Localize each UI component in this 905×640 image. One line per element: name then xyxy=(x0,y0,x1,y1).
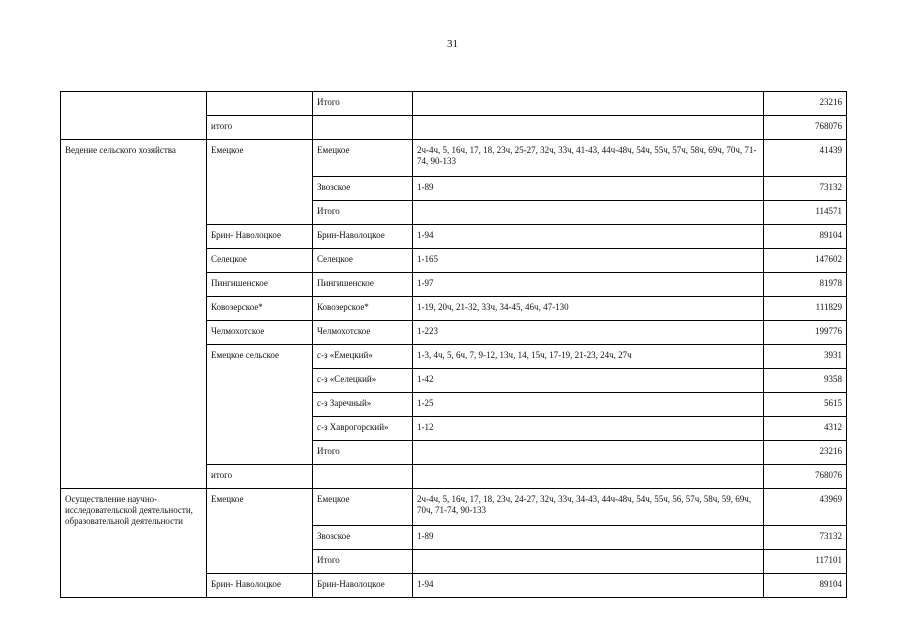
settlement-cell: Челмохотское xyxy=(313,321,413,345)
table-row xyxy=(61,489,847,526)
activity-cell: Ведение сельского хозяйства xyxy=(61,140,207,489)
area-cell: 43969 xyxy=(764,489,847,526)
settlement-cell: Емецкое xyxy=(313,140,413,177)
area-cell: 111829 xyxy=(764,297,847,321)
settlement-cell: Селецкое xyxy=(313,249,413,273)
settlement-cell: Пингишенское xyxy=(313,273,413,297)
district-cell: Брин- Наволоцкое xyxy=(207,225,313,249)
quarters-cell: 2ч-4ч, 5, 16ч, 17, 18, 23ч, 24-27, 32ч, 33ч, 34-43, 44ч-48ч, 54ч, 55ч, 56, 57ч, 58ч, 59, 69ч, 70ч, 71-74, 90-133 xyxy=(413,489,764,526)
quarters-cell: 1-25 xyxy=(413,393,764,417)
forest-use-table xyxy=(60,91,847,598)
quarters-cell: 1-3, 4ч, 5, 6ч, 7, 9-12, 13ч, 14, 15ч, 17-19, 21-23, 24ч, 27ч xyxy=(413,345,764,369)
district-cell: Ковозерское* xyxy=(207,297,313,321)
area-cell: 89104 xyxy=(764,574,847,598)
settlement-cell: Ковозерское* xyxy=(313,297,413,321)
settlement-cell: Итого xyxy=(313,201,413,225)
district-cell: Емецкое xyxy=(207,489,313,574)
district-cell: Селецкое xyxy=(207,249,313,273)
settlement-cell: с-з Хаврогорский» xyxy=(313,417,413,441)
area-cell: 3931 xyxy=(764,345,847,369)
quarters-cell: 1-97 xyxy=(413,273,764,297)
settlement-cell xyxy=(313,116,413,140)
settlement-cell xyxy=(313,465,413,489)
settlement-cell: Емецкое xyxy=(313,489,413,526)
quarters-cell: 1-94 xyxy=(413,225,764,249)
quarters-cell xyxy=(413,441,764,465)
activity-cell: Осуществление научно-исследовательской деятельности, образовательной деятельности xyxy=(61,489,207,598)
page-number: 31 xyxy=(447,38,458,50)
quarters-cell xyxy=(413,116,764,140)
settlement-cell: Звозское xyxy=(313,526,413,550)
area-cell: 81978 xyxy=(764,273,847,297)
quarters-cell: 1-223 xyxy=(413,321,764,345)
area-cell: 768076 xyxy=(764,465,847,489)
quarters-cell: 1-42 xyxy=(413,369,764,393)
area-cell: 73132 xyxy=(764,526,847,550)
quarters-cell: 1-89 xyxy=(413,526,764,550)
area-cell: 117101 xyxy=(764,550,847,574)
table-row xyxy=(61,92,847,116)
table-row xyxy=(61,140,847,177)
settlement-cell: Итого xyxy=(313,550,413,574)
district-cell: итого xyxy=(207,116,313,140)
area-cell: 23216 xyxy=(764,92,847,116)
area-cell: 73132 xyxy=(764,177,847,201)
area-cell: 114571 xyxy=(764,201,847,225)
settlement-cell: Итого xyxy=(313,441,413,465)
settlement-cell: Брин-Наволоцкое xyxy=(313,574,413,598)
area-cell: 23216 xyxy=(764,441,847,465)
district-cell xyxy=(207,92,313,116)
quarters-cell: 1-94 xyxy=(413,574,764,598)
area-cell: 199776 xyxy=(764,321,847,345)
quarters-cell: 2ч-4ч, 5, 16ч, 17, 18, 23ч, 25-27, 32ч, 33ч, 41-43, 44ч-48ч, 54ч, 55ч, 57ч, 58ч, 69ч, 70ч, 71-74, 90-133 xyxy=(413,140,764,177)
area-cell: 89104 xyxy=(764,225,847,249)
settlement-cell: Итого xyxy=(313,92,413,116)
settlement-cell: с-з «Селецкий» xyxy=(313,369,413,393)
area-cell: 5615 xyxy=(764,393,847,417)
district-cell: Емецкое сельское xyxy=(207,345,313,465)
district-cell: итого xyxy=(207,465,313,489)
quarters-cell xyxy=(413,92,764,116)
district-cell: Челмохотское xyxy=(207,321,313,345)
area-cell: 147602 xyxy=(764,249,847,273)
district-cell: Брин- Наволоцкое xyxy=(207,574,313,598)
settlement-cell: с-з «Емецкий» xyxy=(313,345,413,369)
district-cell: Емецкое xyxy=(207,140,313,225)
settlement-cell: Брин-Наволоцкое xyxy=(313,225,413,249)
quarters-cell xyxy=(413,465,764,489)
quarters-cell: 1-89 xyxy=(413,177,764,201)
area-cell: 41439 xyxy=(764,140,847,177)
settlement-cell: Звозское xyxy=(313,177,413,201)
area-cell: 4312 xyxy=(764,417,847,441)
activity-cell xyxy=(61,92,207,140)
district-cell: Пингишенское xyxy=(207,273,313,297)
area-cell: 9358 xyxy=(764,369,847,393)
quarters-cell: 1-12 xyxy=(413,417,764,441)
quarters-cell: 1-19, 20ч, 21-32, 33ч, 34-45, 46ч, 47-130 xyxy=(413,297,764,321)
quarters-cell xyxy=(413,550,764,574)
quarters-cell xyxy=(413,201,764,225)
area-cell: 768076 xyxy=(764,116,847,140)
settlement-cell: с-з Заречный» xyxy=(313,393,413,417)
quarters-cell: 1-165 xyxy=(413,249,764,273)
